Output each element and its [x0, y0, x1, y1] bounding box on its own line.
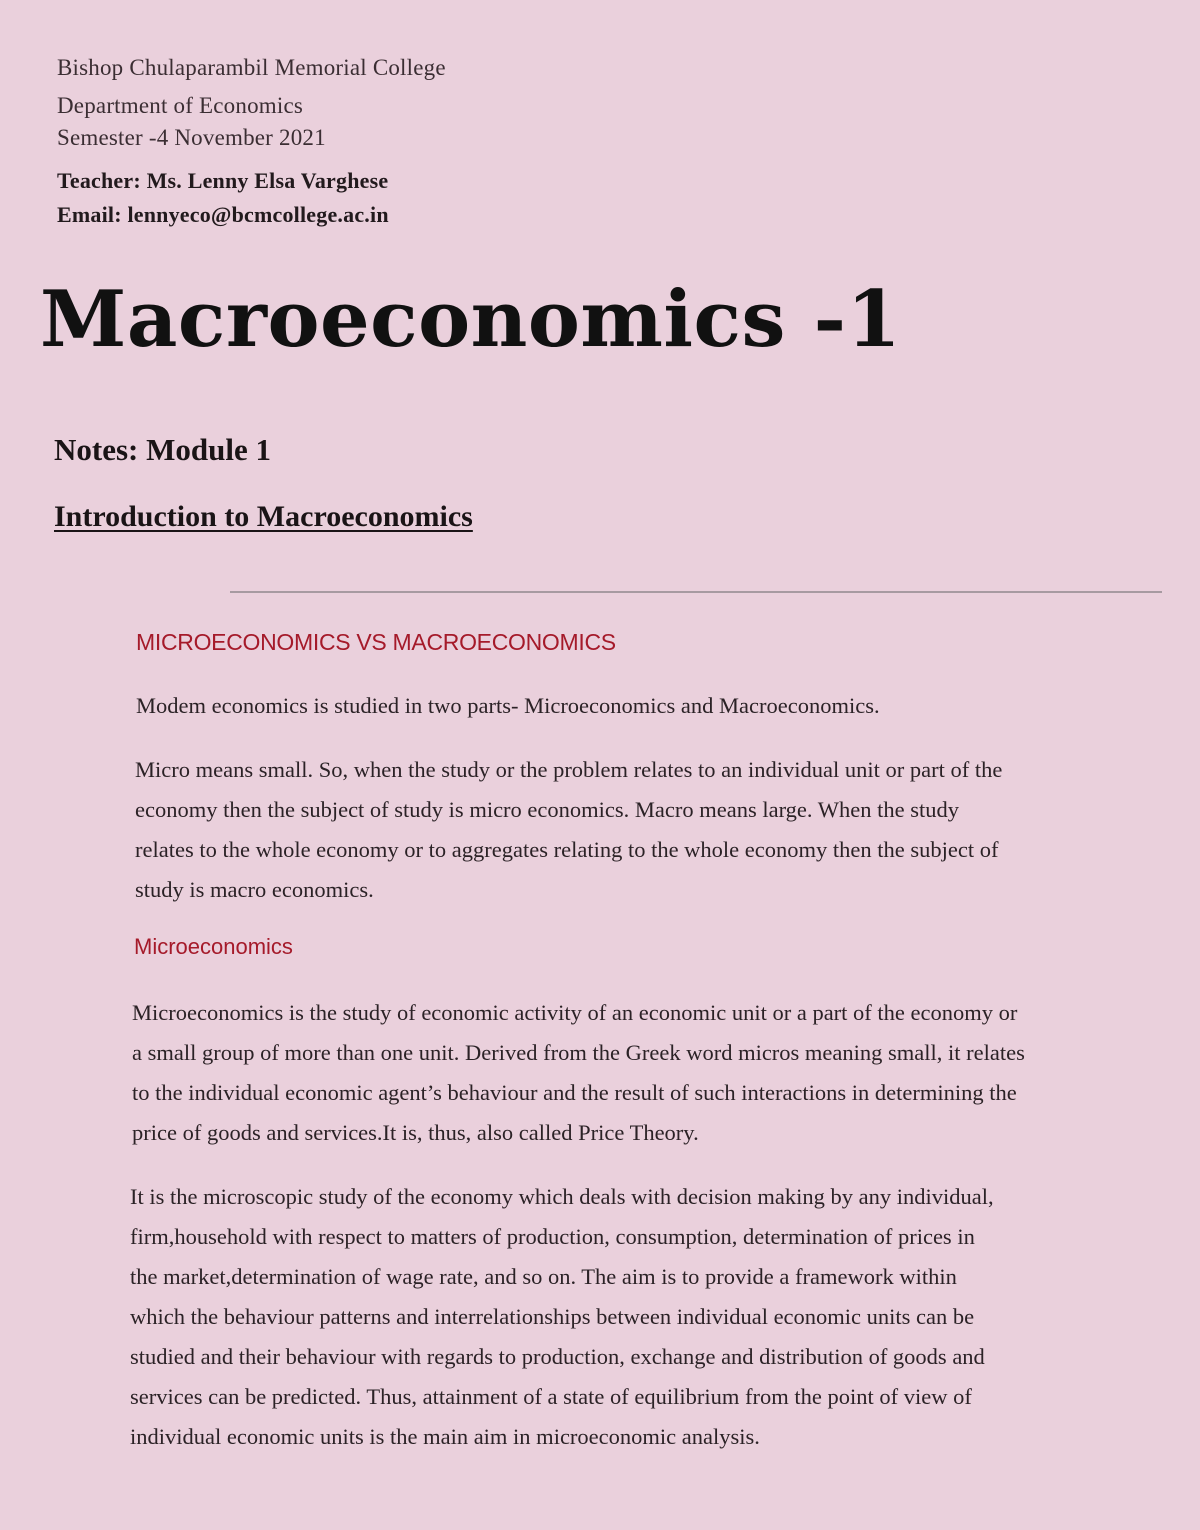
paragraph-line: to the individual economic agent’s behaviour and the result of such interactions in determining the [132, 1080, 1017, 1105]
department-name: Department of Economics [57, 93, 304, 118]
paragraph-line: economy then the subject of study is micro economics. Macro means large. When the study [135, 797, 959, 822]
paragraph-line: Micro means small. So, when the study or the problem relates to an individual unit or part of the [135, 757, 1003, 782]
paragraph-line: individual economic units is the main aim in microeconomic analysis. [130, 1424, 760, 1449]
notes-module-title: Notes: Module 1 [54, 432, 271, 467]
paragraph-line: which the behaviour patterns and interrelationships between individual economic units can be [130, 1304, 975, 1329]
horizontal-divider [230, 591, 1162, 593]
section-heading: MICROECONOMICS VS MACROECONOMICS [136, 629, 616, 655]
paragraph-line: Modem economics is studied in two parts- Microeconomics and Macroeconomics. [136, 693, 880, 718]
paragraph-line: firm,household with respect to matters of production, consumption, determination of prices in [130, 1224, 975, 1249]
introduction-title: Introduction to Macroeconomics [54, 500, 473, 533]
paragraph-line: a small group of more than one unit. Derived from the Greek word micros meaning small, it relates [132, 1040, 1025, 1065]
document-title: Macroeconomics -1 [40, 274, 902, 365]
subsection-heading: Microeconomics [134, 934, 293, 959]
paragraph-line: study is macro economics. [135, 877, 374, 902]
paragraph-line: studied and their behaviour with regards to production, exchange and distribution of goods and [130, 1344, 985, 1369]
teacher-name: Teacher: Ms. Lenny Elsa Varghese [57, 168, 389, 193]
semester-info: Semester -4 November 2021 [57, 125, 326, 150]
paragraph [136, 686, 880, 726]
college-name: Bishop Chulaparambil Memorial College [57, 55, 446, 80]
paragraph [130, 1177, 994, 1457]
paragraph-line: Microeconomics is the study of economic activity of an economic unit or a part of the economy or [132, 1000, 1018, 1025]
document-header [57, 52, 757, 232]
paragraph-line: services can be predicted. Thus, attainment of a state of equilibrium from the point of view of [130, 1384, 972, 1409]
paragraph-line: the market,determination of wage rate, and so on. The aim is to provide a framework within [130, 1264, 957, 1289]
paragraph [132, 993, 1025, 1153]
paragraph-line: relates to the whole economy or to aggregates relating to the whole economy then the subject of [135, 837, 999, 862]
paragraph-line: It is the microscopic study of the economy which deals with decision making by any individual, [130, 1184, 994, 1209]
paragraph [135, 750, 1002, 910]
teacher-email: Email: lennyeco@bcmcollege.ac.in [57, 202, 389, 227]
paragraph-line: price of goods and services.It is, thus, also called Price Theory. [132, 1120, 699, 1145]
